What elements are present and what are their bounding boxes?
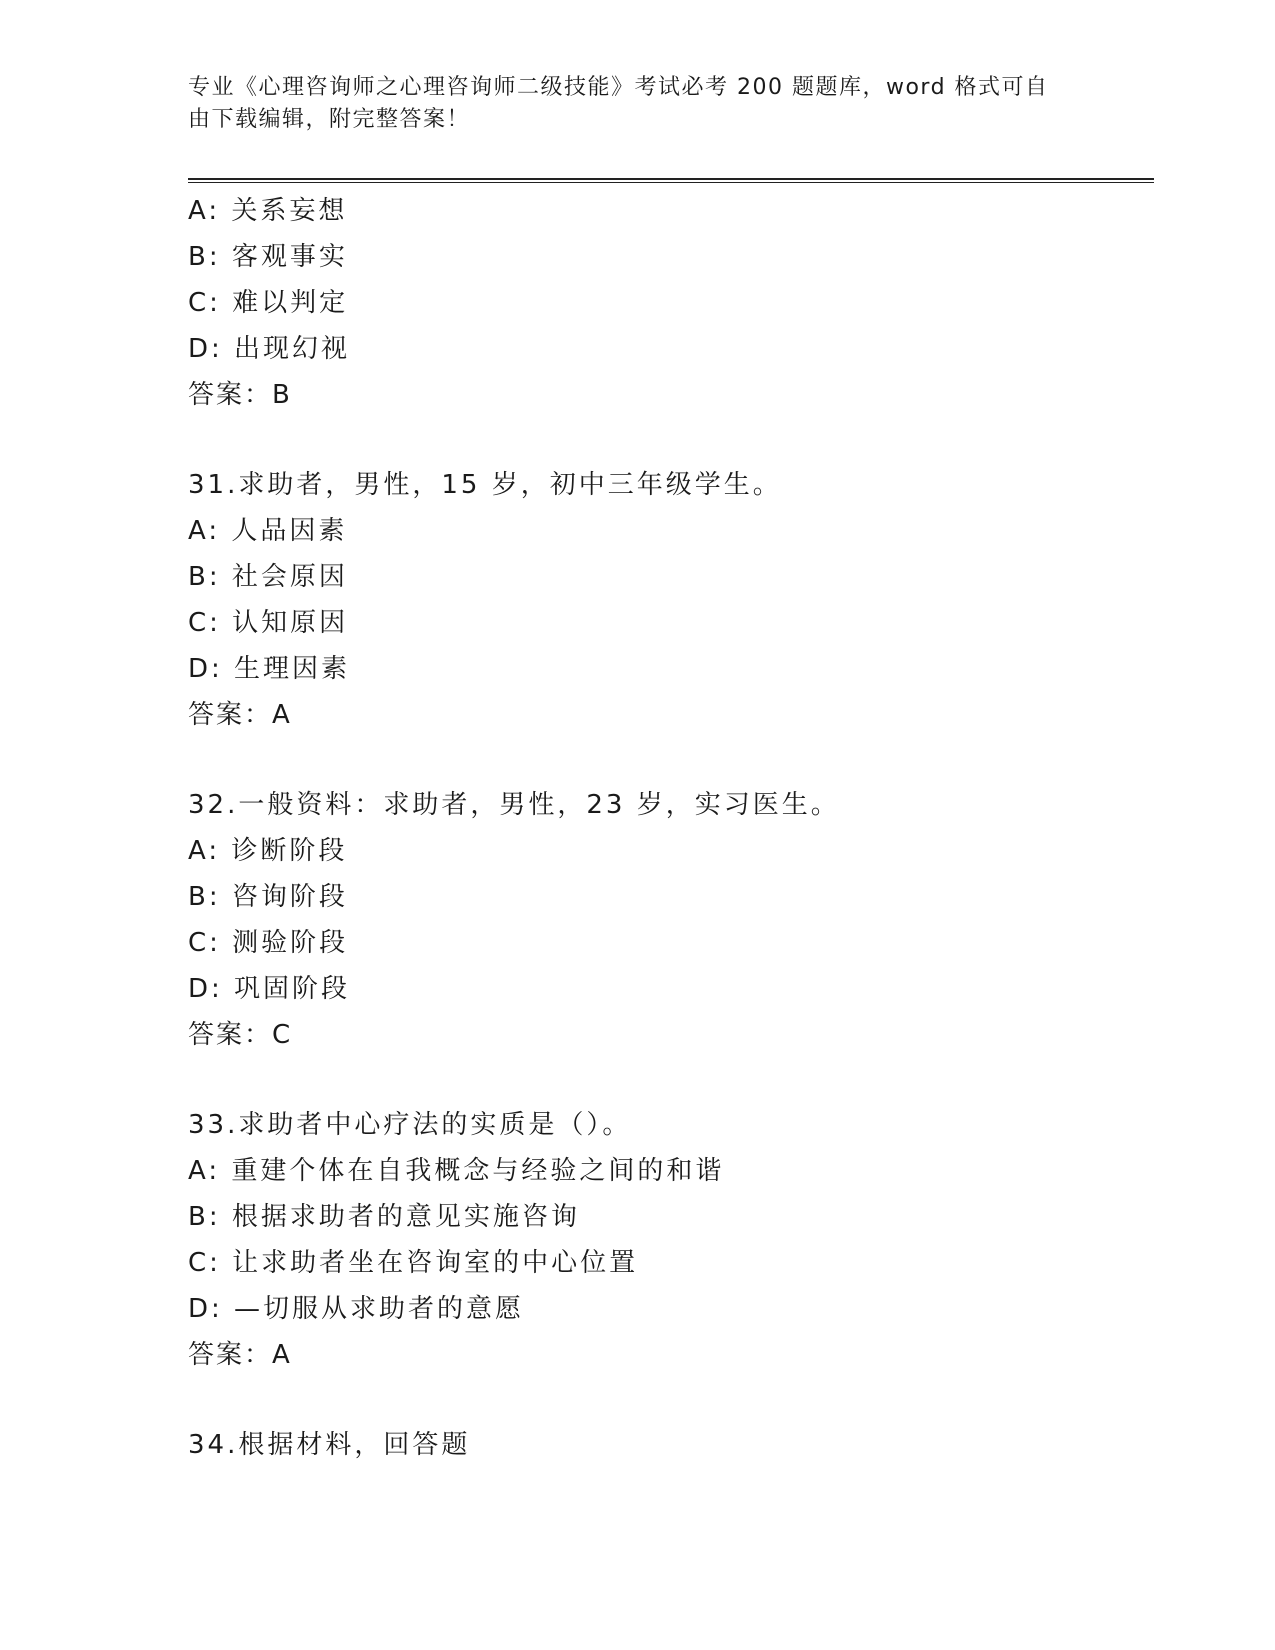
- option-d: D: 生理因素: [188, 654, 351, 684]
- option-a: A: 人品因素: [188, 516, 348, 546]
- answer-line: 答案：A: [188, 1340, 292, 1370]
- option-b: B: 客观事实: [188, 242, 348, 272]
- question-stem: 34.根据材料，回答题: [188, 1430, 471, 1460]
- option-b: B: 咨询阶段: [188, 882, 348, 912]
- option-d: D: 巩固阶段: [188, 974, 351, 1004]
- option-b: B: 根据求助者的意见实施咨询: [188, 1202, 580, 1232]
- question-stem: 33.求助者中心疗法的实质是（）。: [188, 1110, 632, 1140]
- question-31-block: [188, 462, 1154, 738]
- option-c: C: 让求助者坐在咨询室的中心位置: [188, 1248, 639, 1278]
- question-stem: 31.求助者，男性，15 岁，初中三年级学生。: [188, 470, 782, 500]
- answer-line: 答案：C: [188, 1020, 293, 1050]
- question-32-block: [188, 782, 1154, 1058]
- question-33-block: [188, 1102, 1154, 1378]
- option-a: A: 诊断阶段: [188, 836, 348, 866]
- header-line-1: 专业《心理咨询师之心理咨询师二级技能》考试必考 200 题题库，word 格式可自: [188, 75, 1049, 100]
- question-30-block: [188, 188, 1154, 418]
- question-34-block: [188, 1422, 1154, 1468]
- document-header: [188, 72, 1088, 136]
- option-c: C: 难以判定: [188, 288, 349, 318]
- question-stem: 32.一般资料：求助者，男性，23 岁，实习医生。: [188, 790, 840, 820]
- option-d: D: —切服从求助者的意愿: [188, 1294, 525, 1324]
- option-b: B: 社会原因: [188, 562, 348, 592]
- option-d: D: 出现幻视: [188, 334, 351, 364]
- option-c: C: 测验阶段: [188, 928, 349, 958]
- answer-line: 答案：B: [188, 380, 292, 410]
- option-c: C: 认知原因: [188, 608, 349, 638]
- option-a: A: 关系妄想: [188, 196, 348, 226]
- option-a: A: 重建个体在自我概念与经验之间的和谐: [188, 1156, 725, 1186]
- question-list: [188, 188, 1154, 1468]
- answer-line: 答案：A: [188, 700, 292, 730]
- header-line-2: 由下载编辑，附完整答案！: [188, 107, 471, 132]
- header-divider: [188, 178, 1154, 183]
